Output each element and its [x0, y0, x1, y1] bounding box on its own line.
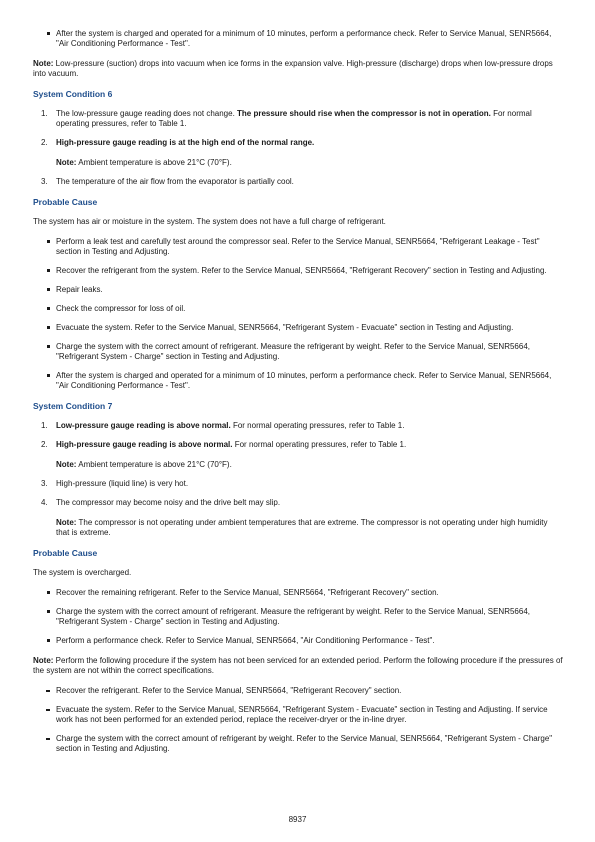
- list-item: Evacuate the system. Refer to the Service Manual, SENR5664, "Refrigerant System - Evacuate" section in Testing and Adjusting.: [33, 323, 563, 333]
- top-bullet-list: [33, 29, 563, 49]
- bullet-icon: [47, 307, 50, 310]
- list-item: Perform a leak test and carefully test around the compressor seal. Refer to the Service Manual, SENR5664, "Refrigerant Leakage - Test" section in Testing and Adjusting.: [33, 237, 563, 257]
- list-item: Evacuate the system. Refer to the Service Manual, SENR5664, "Refrigerant System - Evacuate" section in Testing and Adjusting. If service work has not been performed for an extended period, replace the receiver-dryer or the in-line dryer.: [33, 705, 563, 725]
- dash-list: [33, 686, 563, 754]
- note-paragraph: Note: Ambient temperature is above 21°C (70°F).: [56, 158, 232, 167]
- list-item: 3. High-pressure (liquid line) is very hot.: [41, 479, 189, 488]
- list-item: After the system is charged and operated for a minimum of 10 minutes, perform a performance check. Refer to Service Manual, SENR5664, "Air Conditioning Performance - Test".: [33, 371, 563, 391]
- note-paragraph: [33, 656, 563, 676]
- document-page: [33, 29, 563, 764]
- note-text: Perform the following procedure if the system has not been serviced for an extended period. Perform the following procedure if the pressures of the system are not within the correct specifications.: [33, 656, 563, 675]
- list-item: Perform a performance check. Refer to Service Manual, SENR5664, "Air Conditioning Performance - Test".: [33, 636, 563, 646]
- item-number: 2.: [41, 440, 48, 449]
- section-heading: Probable Cause: [33, 197, 98, 207]
- list-item: Recover the refrigerant from the system. Refer to the Service Manual, SENR5664, "Refrigerant Recovery" section in Testing and Adjusting.: [33, 266, 563, 276]
- bullet-icon: [47, 32, 50, 35]
- item-number: 3.: [41, 177, 48, 186]
- condition-list: [33, 421, 563, 538]
- list-item: 1. The low-pressure gauge reading does not change. The pressure should rise when the compressor is not in operation. For normal operating pressures, refer to Table 1.: [41, 109, 532, 128]
- list-item: 2. High-pressure gauge reading is above normal. For normal operating pressures, refer to Table 1. Note: Ambient temperature is above 21°C (70°F).: [33, 440, 563, 470]
- bullet-icon: [47, 345, 50, 348]
- list-item: 1. Low-pressure gauge reading is above normal. For normal operating pressures, refer to Table 1.: [41, 421, 405, 430]
- dash-icon: [46, 738, 50, 740]
- dash-icon: [46, 690, 50, 692]
- list-item: 2. High-pressure gauge reading is at the high end of the normal range. Note: Ambient temperature is above 21°C (70°F).: [33, 138, 563, 168]
- note-paragraph: Note: Ambient temperature is above 21°C (70°F).: [56, 460, 232, 469]
- bullet-icon: [47, 269, 50, 272]
- list-item: Charge the system with the correct amount of refrigerant. Measure the refrigerant by weight. Refer to the Service Manual, SENR5664, "Refrigerant System - Charge" section in Testing and Adjusting.: [33, 342, 563, 362]
- item-number: 4.: [41, 498, 48, 507]
- list-item: Recover the refrigerant. Refer to the Service Manual, SENR5664, "Refrigerant Recovery" section.: [33, 686, 563, 696]
- section-heading: Probable Cause: [33, 548, 98, 558]
- item-number: 3.: [41, 479, 48, 488]
- bullet-icon: [47, 326, 50, 329]
- note-text: Low-pressure (suction) drops into vacuum when ice forms in the expansion valve. High-pressure (discharge) drops when low-pressure drops into vacuum.: [33, 59, 553, 78]
- bullet-icon: [47, 288, 50, 291]
- list-item: Charge the system with the correct amount of refrigerant by weight. Refer to the Service Manual, SENR5664, "Refrigerant System - Charge" section in Testing and Adjusting.: [33, 734, 563, 754]
- list-item: Recover the remaining refrigerant. Refer to the Service Manual, SENR5664, "Refrigerant Recovery" section.: [33, 588, 563, 598]
- list-item: Repair leaks.: [33, 285, 563, 295]
- list-item: 3. The temperature of the air flow from the evaporator is partially cool.: [41, 177, 294, 186]
- note-paragraph: Note: The compressor is not operating under ambient temperatures that are extreme. The compressor is not operating under high humidity that is extreme.: [56, 518, 548, 537]
- bullet-list: [33, 237, 563, 391]
- bullet-icon: [47, 610, 50, 613]
- condition-list: [33, 109, 563, 187]
- list-item: Check the compressor for loss of oil.: [33, 304, 563, 314]
- page-number: 8937: [288, 815, 307, 824]
- list-item: After the system is charged and operated for a minimum of 10 minutes, perform a performance check. Refer to Service Manual, SENR5664, "Air Conditioning Performance - Test".: [33, 29, 563, 49]
- bullet-icon: [47, 591, 50, 594]
- item-number: 1.: [41, 109, 48, 118]
- bullet-icon: [47, 240, 50, 243]
- item-number: 2.: [41, 138, 48, 147]
- dash-icon: [46, 709, 50, 711]
- list-item: Charge the system with the correct amount of refrigerant. Measure the refrigerant by weight. Refer to the Service Manual, SENR5664, "Refrigerant System - Charge" section in Testing and Adjusting.: [33, 607, 563, 627]
- bullet-icon: [47, 374, 50, 377]
- section-heading: System Condition 6: [33, 89, 113, 99]
- note-paragraph: [33, 59, 563, 79]
- list-item: 4. The compressor may become noisy and the drive belt may slip. Note: The compressor is not operating under ambient temperatures that are extreme. The compressor is not operating under high humidity that is extreme.: [33, 498, 563, 538]
- cause-text: The system has air or moisture in the system. The system does not have a full charge of refrigerant.: [33, 217, 386, 226]
- section-heading: System Condition 7: [33, 401, 113, 411]
- bullet-icon: [47, 639, 50, 642]
- item-number: 1.: [41, 421, 48, 430]
- cause-text: The system is overcharged.: [33, 568, 132, 577]
- note-label: Note:: [33, 59, 54, 68]
- note-label: Note:: [33, 656, 54, 665]
- bullet-list: [33, 588, 563, 646]
